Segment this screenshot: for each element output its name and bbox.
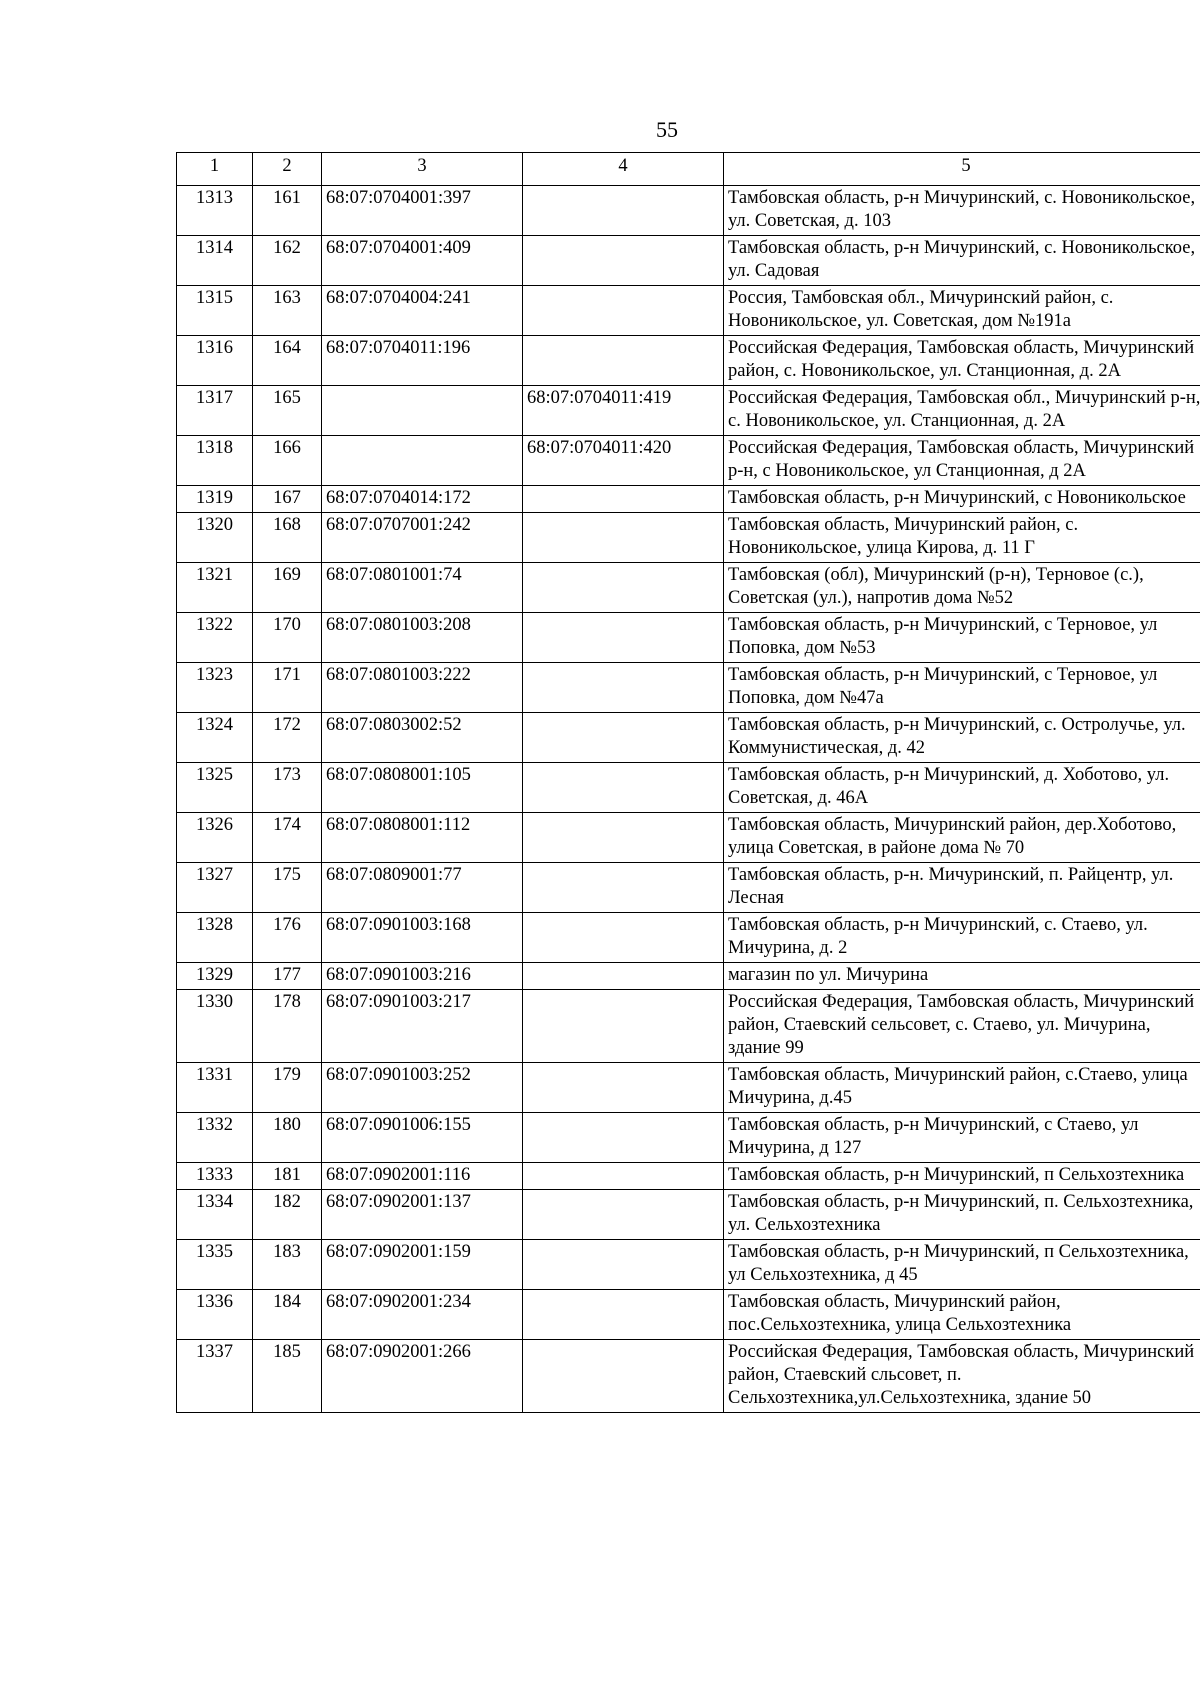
address-cell: Тамбовская область, р-н Мичуринский, с. Остролучье, ул. Коммунистическая, д. 42 (724, 713, 1200, 763)
address-cell: Тамбовская область, р-н Мичуринский, д. Хоботово, ул. Советская, д. 46А (724, 763, 1200, 813)
address-cell: Тамбовская область, р-н Мичуринский, с Новоникольское (724, 486, 1200, 513)
row-number-cell: 1322 (177, 613, 253, 663)
cadastral-parcel-cell: 68:07:0901003:168 (322, 913, 523, 963)
row-number-cell: 1334 (177, 1190, 253, 1240)
registry-table (176, 152, 1200, 1413)
cadastral-parcel-cell (322, 386, 523, 436)
item-index-cell: 167 (253, 486, 322, 513)
table-row (177, 613, 1200, 663)
item-index-cell: 170 (253, 613, 322, 663)
row-number-cell: 1313 (177, 186, 253, 236)
address-cell: Тамбовская область, Мичуринский район, пос.Сельхозтехника, улица Сельхозтехника (724, 1290, 1200, 1340)
address-cell: Тамбовская область, р-н Мичуринский, с. Новоникольское, ул. Садовая (724, 236, 1200, 286)
cadastral-parcel-cell: 68:07:0902001:234 (322, 1290, 523, 1340)
table-row (177, 436, 1200, 486)
table-row (177, 336, 1200, 386)
item-index-cell: 173 (253, 763, 322, 813)
item-index-cell: 185 (253, 1340, 322, 1413)
cadastral-parcel-cell (322, 436, 523, 486)
cadastral-object-cell (523, 1063, 724, 1113)
address-cell: Тамбовская область, р-н Мичуринский, с Терновое, ул Поповка, дом №53 (724, 613, 1200, 663)
cadastral-parcel-cell: 68:07:0707001:242 (322, 513, 523, 563)
cadastral-object-cell (523, 990, 724, 1063)
table-row (177, 1340, 1200, 1413)
table-row (177, 286, 1200, 336)
item-index-cell: 179 (253, 1063, 322, 1113)
row-number-cell: 1326 (177, 813, 253, 863)
cadastral-object-cell (523, 613, 724, 663)
address-cell: магазин по ул. Мичурина (724, 963, 1200, 990)
address-cell: Российская Федерация, Тамбовская область, Мичуринский район, с. Новоникольское, ул. Станционная, д. 2А (724, 336, 1200, 386)
row-number-cell: 1318 (177, 436, 253, 486)
address-cell: Тамбовская область, р-н Мичуринский, п Сельхозтехника, ул Сельхозтехника, д 45 (724, 1240, 1200, 1290)
row-number-cell: 1321 (177, 563, 253, 613)
table-row (177, 386, 1200, 436)
table-row (177, 186, 1200, 236)
item-index-cell: 172 (253, 713, 322, 763)
table-row (177, 863, 1200, 913)
item-index-cell: 178 (253, 990, 322, 1063)
cadastral-parcel-cell: 68:07:0808001:112 (322, 813, 523, 863)
row-number-cell: 1327 (177, 863, 253, 913)
item-index-cell: 168 (253, 513, 322, 563)
address-cell: Российская Федерация, Тамбовская обл., Мичуринский р-н, с. Новоникольское, ул. Станционная, д. 2А (724, 386, 1200, 436)
cadastral-object-cell: 68:07:0704011:420 (523, 436, 724, 486)
row-number-cell: 1325 (177, 763, 253, 813)
item-index-cell: 184 (253, 1290, 322, 1340)
table-row (177, 1113, 1200, 1163)
table-row (177, 236, 1200, 286)
cadastral-object-cell (523, 336, 724, 386)
column-header-5: 5 (724, 153, 1200, 186)
item-index-cell: 183 (253, 1240, 322, 1290)
cadastral-parcel-cell: 68:07:0704011:196 (322, 336, 523, 386)
address-cell: Тамбовская область, р-н Мичуринский, с. Стаево, ул. Мичурина, д. 2 (724, 913, 1200, 963)
table-row (177, 990, 1200, 1063)
cadastral-object-cell (523, 1163, 724, 1190)
table-row (177, 1290, 1200, 1340)
table-row (177, 563, 1200, 613)
address-cell: Тамбовская область, р-н Мичуринский, с Терновое, ул Поповка, дом №47а (724, 663, 1200, 713)
table-header (177, 153, 1200, 186)
cadastral-object-cell (523, 186, 724, 236)
cadastral-parcel-cell: 68:07:0902001:159 (322, 1240, 523, 1290)
cadastral-object-cell (523, 236, 724, 286)
cadastral-parcel-cell: 68:07:0901006:155 (322, 1113, 523, 1163)
cadastral-object-cell (523, 863, 724, 913)
item-index-cell: 162 (253, 236, 322, 286)
cadastral-object-cell (523, 513, 724, 563)
item-index-cell: 165 (253, 386, 322, 436)
column-header-2: 2 (253, 153, 322, 186)
cadastral-object-cell (523, 486, 724, 513)
cadastral-object-cell: 68:07:0704011:419 (523, 386, 724, 436)
cadastral-parcel-cell: 68:07:0801003:222 (322, 663, 523, 713)
cadastral-parcel-cell: 68:07:0901003:216 (322, 963, 523, 990)
address-cell: Тамбовская область, р-н Мичуринский, с. Новоникольское, ул. Советская, д. 103 (724, 186, 1200, 236)
cadastral-object-cell (523, 1113, 724, 1163)
table-row (177, 663, 1200, 713)
address-cell: Российская Федерация, Тамбовская область, Мичуринский район, Стаевский сельсовет, с. Стаево, ул. Мичурина, здание 99 (724, 990, 1200, 1063)
item-index-cell: 176 (253, 913, 322, 963)
address-cell: Тамбовская (обл), Мичуринский (р-н), Терновое (с.), Советская (ул.), напротив дома №52 (724, 563, 1200, 613)
row-number-cell: 1324 (177, 713, 253, 763)
cadastral-parcel-cell: 68:07:0902001:266 (322, 1340, 523, 1413)
item-index-cell: 166 (253, 436, 322, 486)
address-cell: Российская Федерация, Тамбовская область, Мичуринский район, Стаевский сльсовет, п. Сельхозтехника,ул.Сельхозтехника, здание 50 (724, 1340, 1200, 1413)
row-number-cell: 1317 (177, 386, 253, 436)
cadastral-parcel-cell: 68:07:0704014:172 (322, 486, 523, 513)
cadastral-parcel-cell: 68:07:0902001:116 (322, 1163, 523, 1190)
row-number-cell: 1335 (177, 1240, 253, 1290)
page-number: 55 (656, 117, 678, 142)
item-index-cell: 161 (253, 186, 322, 236)
cadastral-parcel-cell: 68:07:0808001:105 (322, 763, 523, 813)
item-index-cell: 163 (253, 286, 322, 336)
row-number-cell: 1316 (177, 336, 253, 386)
header-row (177, 153, 1200, 186)
cadastral-parcel-cell: 68:07:0704004:241 (322, 286, 523, 336)
cadastral-parcel-cell: 68:07:0902001:137 (322, 1190, 523, 1240)
row-number-cell: 1330 (177, 990, 253, 1063)
address-cell: Тамбовская область, р-н Мичуринский, п. Сельхозтехника, ул. Сельхозтехника (724, 1190, 1200, 1240)
table-body (177, 186, 1200, 1413)
cadastral-parcel-cell: 68:07:0801001:74 (322, 563, 523, 613)
item-index-cell: 174 (253, 813, 322, 863)
table-row (177, 486, 1200, 513)
row-number-cell: 1319 (177, 486, 253, 513)
cadastral-object-cell (523, 663, 724, 713)
cadastral-object-cell (523, 1240, 724, 1290)
row-number-cell: 1337 (177, 1340, 253, 1413)
table-row (177, 1240, 1200, 1290)
cadastral-parcel-cell: 68:07:0801003:208 (322, 613, 523, 663)
item-index-cell: 171 (253, 663, 322, 713)
table-row (177, 513, 1200, 563)
address-cell: Российская Федерация, Тамбовская область, Мичуринский р-н, с Новоникольское, ул Станционная, д 2А (724, 436, 1200, 486)
item-index-cell: 169 (253, 563, 322, 613)
table-row (177, 913, 1200, 963)
row-number-cell: 1323 (177, 663, 253, 713)
column-header-1: 1 (177, 153, 253, 186)
item-index-cell: 177 (253, 963, 322, 990)
item-index-cell: 164 (253, 336, 322, 386)
cadastral-parcel-cell: 68:07:0704001:397 (322, 186, 523, 236)
cadastral-parcel-cell: 68:07:0704001:409 (322, 236, 523, 286)
item-index-cell: 181 (253, 1163, 322, 1190)
address-cell: Тамбовская область, Мичуринский район, с.Стаево, улица Мичурина, д.45 (724, 1063, 1200, 1113)
cadastral-object-cell (523, 286, 724, 336)
cadastral-object-cell (523, 713, 724, 763)
column-header-3: 3 (322, 153, 523, 186)
row-number-cell: 1332 (177, 1113, 253, 1163)
row-number-cell: 1333 (177, 1163, 253, 1190)
column-header-4: 4 (523, 153, 724, 186)
table-row (177, 1063, 1200, 1113)
row-number-cell: 1331 (177, 1063, 253, 1113)
item-index-cell: 180 (253, 1113, 322, 1163)
cadastral-object-cell (523, 813, 724, 863)
table-row (177, 963, 1200, 990)
address-cell: Тамбовская область, р-н. Мичуринский, п. Райцентр, ул. Лесная (724, 863, 1200, 913)
cadastral-object-cell (523, 1340, 724, 1413)
row-number-cell: 1329 (177, 963, 253, 990)
cadastral-parcel-cell: 68:07:0803002:52 (322, 713, 523, 763)
cadastral-object-cell (523, 763, 724, 813)
address-cell: Россия, Тамбовская обл., Мичуринский район, с. Новоникольское, ул. Советская, дом №191а (724, 286, 1200, 336)
cadastral-object-cell (523, 963, 724, 990)
table-row (177, 1190, 1200, 1240)
row-number-cell: 1328 (177, 913, 253, 963)
cadastral-parcel-cell: 68:07:0809001:77 (322, 863, 523, 913)
cadastral-object-cell (523, 1290, 724, 1340)
row-number-cell: 1315 (177, 286, 253, 336)
cadastral-object-cell (523, 1190, 724, 1240)
row-number-cell: 1320 (177, 513, 253, 563)
cadastral-parcel-cell: 68:07:0901003:217 (322, 990, 523, 1063)
item-index-cell: 182 (253, 1190, 322, 1240)
cadastral-object-cell (523, 563, 724, 613)
row-number-cell: 1314 (177, 236, 253, 286)
table-row (177, 813, 1200, 863)
table-row (177, 713, 1200, 763)
address-cell: Тамбовская область, Мичуринский район, дер.Хоботово, улица Советская, в районе дома № 70 (724, 813, 1200, 863)
cadastral-parcel-cell: 68:07:0901003:252 (322, 1063, 523, 1113)
item-index-cell: 175 (253, 863, 322, 913)
table-row (177, 763, 1200, 813)
row-number-cell: 1336 (177, 1290, 253, 1340)
cadastral-object-cell (523, 913, 724, 963)
address-cell: Тамбовская область, Мичуринский район, с. Новоникольское, улица Кирова, д. 11 Г (724, 513, 1200, 563)
table-row (177, 1163, 1200, 1190)
address-cell: Тамбовская область, р-н Мичуринский, п Сельхозтехника (724, 1163, 1200, 1190)
address-cell: Тамбовская область, р-н Мичуринский, с Стаево, ул Мичурина, д 127 (724, 1113, 1200, 1163)
